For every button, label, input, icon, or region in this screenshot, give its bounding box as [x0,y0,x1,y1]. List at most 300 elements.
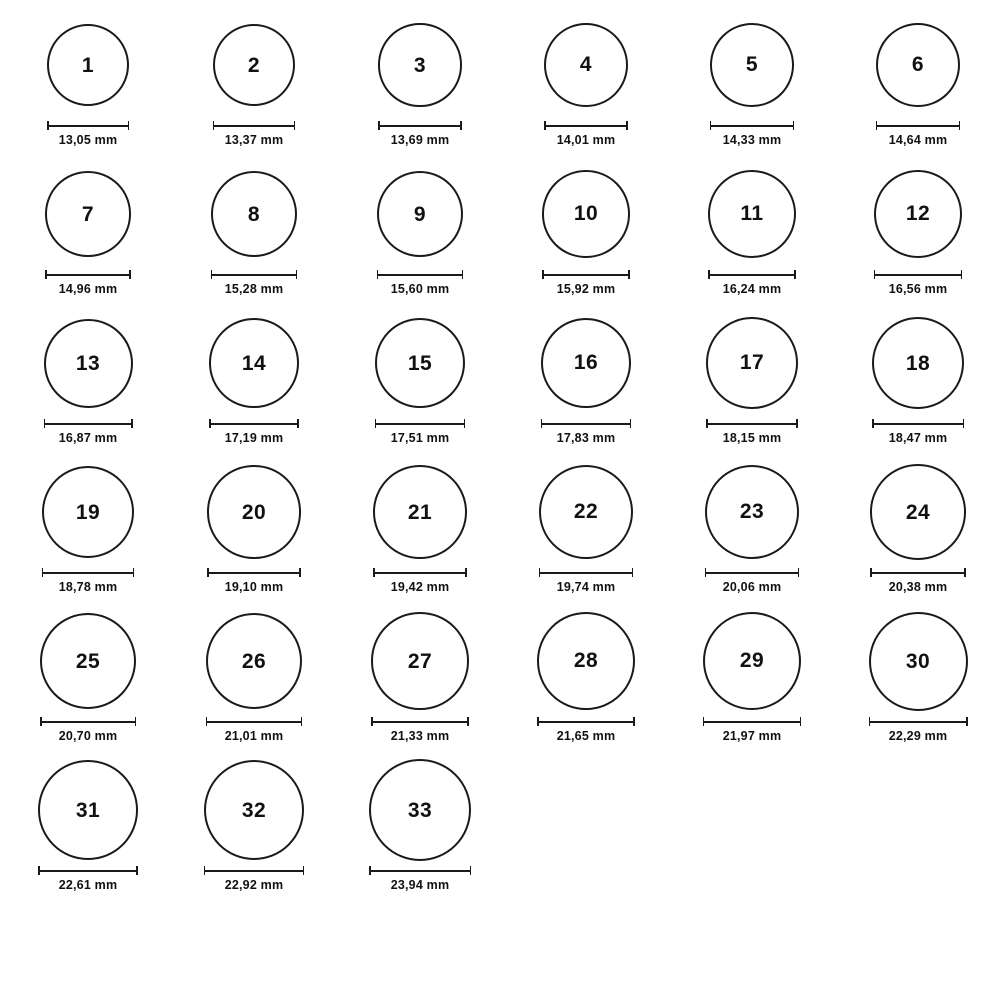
caliper-bar [373,572,467,574]
ring-size-cell [674,308,830,457]
caliper-tick-right [296,270,298,279]
ring-measure [872,419,964,445]
ring-size-cell [342,308,498,457]
caliper-bar [876,125,961,127]
ring-diameter-label: 20,38 mm [888,580,948,594]
ring-size-number: 6 [911,53,925,77]
ring-measure [703,717,801,743]
ring-circle [207,465,300,558]
ring-size-cell [10,606,166,755]
ring-size-cell [10,10,166,159]
caliper-tick-left [710,121,712,130]
ring-circle-wrap [176,606,332,716]
ring-circle-wrap [674,457,830,567]
ring-circle-wrap [674,308,830,418]
caliper-tick-left [373,568,375,577]
caliper-bar [47,125,129,127]
ring-diameter-label: 16,56 mm [888,282,948,296]
ring-diameter-label: 14,64 mm [888,133,948,147]
caliper-icon [47,121,129,130]
ring-circle [539,465,633,559]
ring-diameter-label: 19,74 mm [556,580,616,594]
ring-circle-wrap [342,755,498,865]
ring-size-number: 16 [573,351,599,375]
ring-diameter-label: 20,06 mm [722,580,782,594]
caliper-tick-right [800,717,802,726]
ring-size-number: 17 [739,351,765,375]
caliper-icon [544,121,628,130]
ring-diameter-label: 19,10 mm [224,580,284,594]
ring-size-cell [342,755,498,904]
caliper-tick-left [706,419,708,428]
caliper-tick-left [207,568,209,577]
caliper-bar [378,125,461,127]
ring-diameter-label: 22,92 mm [224,878,284,892]
caliper-icon [211,270,297,279]
caliper-tick-left [209,419,211,428]
ring-size-cell [508,308,664,457]
ring-diameter-label: 17,19 mm [224,431,284,445]
caliper-icon [206,717,303,726]
caliper-tick-left [542,270,544,279]
caliper-tick-left [204,866,206,875]
ring-circle-wrap [508,606,664,716]
ring-circle [870,464,966,560]
ring-measure [541,419,632,445]
ring-size-number: 14 [241,351,267,375]
ring-size-cell [674,10,830,159]
caliper-icon [874,270,962,279]
ring-circle [38,760,138,860]
ring-size-cell [508,159,664,308]
ring-diameter-label: 14,01 mm [556,133,616,147]
caliper-tick-right [793,121,795,130]
caliper-icon [541,419,632,428]
ring-circle [542,170,629,257]
caliper-icon [537,717,635,726]
ring-circle-wrap [508,308,664,418]
ring-measure [211,270,297,296]
caliper-bar [872,423,964,425]
caliper-bar [207,572,300,574]
caliper-tick-left [876,121,878,130]
ring-circle-wrap [840,308,996,418]
ring-measure [44,419,133,445]
caliper-tick-left [377,270,379,279]
ring-measure [209,419,299,445]
caliper-icon [204,866,304,875]
caliper-bar [45,274,131,276]
ring-circle-wrap [508,457,664,567]
ring-circle-wrap [342,10,498,120]
ring-diameter-label: 17,83 mm [556,431,616,445]
caliper-bar [42,572,135,574]
caliper-icon [542,270,629,279]
caliper-icon [872,419,964,428]
caliper-bar [708,274,796,276]
caliper-tick-right [294,121,296,130]
ring-circle-wrap [674,159,830,269]
caliper-tick-left [703,717,705,726]
ring-circle-wrap [10,308,166,418]
caliper-bar [539,572,633,574]
ring-diameter-label: 20,70 mm [58,729,118,743]
caliper-tick-left [872,419,874,428]
ring-size-number: 22 [573,500,599,524]
ring-measure [869,717,968,743]
caliper-tick-right [129,270,131,279]
caliper-icon [869,717,968,726]
ring-diameter-label: 15,28 mm [224,282,284,296]
ring-size-cell [176,159,332,308]
ring-circle [537,612,635,710]
caliper-bar [206,721,303,723]
caliper-bar [542,274,629,276]
caliper-icon [373,568,467,577]
caliper-tick-right [303,866,305,875]
ring-size-number: 4 [579,53,593,77]
ring-size-cell [840,457,996,606]
caliper-tick-right [460,121,462,130]
caliper-tick-left [213,121,215,130]
ring-circle [874,170,962,258]
ring-circle-wrap [674,10,830,120]
ring-diameter-label: 16,87 mm [58,431,118,445]
caliper-bar [375,423,465,425]
ring-size-number: 15 [407,351,433,375]
caliper-icon [371,717,468,726]
caliper-tick-left [544,121,546,130]
ring-size-number: 12 [905,202,931,226]
ring-circle [209,318,299,408]
ring-circle [708,170,796,258]
caliper-bar [213,125,296,127]
ring-measure [40,717,136,743]
ring-size-number: 8 [247,202,261,226]
ring-size-number: 18 [905,351,931,375]
caliper-bar [706,423,797,425]
ring-measure [706,419,797,445]
ring-circle-wrap [840,10,996,120]
ring-circle [206,613,303,710]
ring-size-cell [508,457,664,606]
ring-size-number: 25 [75,649,101,673]
ring-circle-wrap [342,606,498,716]
ring-circle-wrap [10,755,166,865]
ring-measure [870,568,966,594]
ring-circle-wrap [176,457,332,567]
ring-size-number: 13 [75,351,101,375]
ring-size-number: 2 [247,53,261,77]
caliper-icon [876,121,961,130]
caliper-icon [209,419,299,428]
caliper-icon [45,270,131,279]
ring-diameter-label: 21,33 mm [390,729,450,743]
caliper-bar [40,721,136,723]
ring-measure [38,866,138,892]
caliper-tick-right [798,568,800,577]
ring-size-cell [674,457,830,606]
caliper-bar [537,721,635,723]
caliper-icon [38,866,138,875]
ring-measure [369,866,471,892]
ring-circle-wrap [674,606,830,716]
ring-circle-wrap [840,606,996,716]
caliper-tick-right [961,270,963,279]
ring-measure [42,568,135,594]
ring-circle-wrap [840,457,996,567]
caliper-icon [42,568,135,577]
ring-circle [44,319,133,408]
caliper-tick-right [966,717,968,726]
caliper-tick-left [47,121,49,130]
ring-diameter-label: 14,33 mm [722,133,782,147]
ring-circle-wrap [342,457,498,567]
ring-diameter-label: 13,05 mm [58,133,118,147]
caliper-tick-left [38,866,40,875]
caliper-tick-right [128,121,130,130]
caliper-bar [211,274,297,276]
caliper-tick-left [537,717,539,726]
caliper-tick-right [633,717,635,726]
caliper-icon [706,419,797,428]
ring-size-number: 21 [407,500,433,524]
ring-size-cell [840,159,996,308]
caliper-tick-right [626,121,628,130]
caliper-tick-right [796,419,798,428]
ring-diameter-label: 15,60 mm [390,282,450,296]
caliper-tick-left [869,717,871,726]
caliper-bar [371,721,468,723]
ring-diameter-label: 18,78 mm [58,580,118,594]
ring-measure [375,419,465,445]
caliper-bar [541,423,632,425]
caliper-icon [539,568,633,577]
ring-size-cell [176,10,332,159]
ring-size-number: 28 [573,649,599,673]
caliper-bar [710,125,794,127]
ring-measure [710,121,794,147]
ring-size-number: 11 [740,202,764,226]
ring-circle [369,759,471,861]
caliper-icon [705,568,800,577]
ring-size-number: 32 [241,798,267,822]
caliper-icon [870,568,966,577]
ring-measure [708,270,796,296]
ring-diameter-label: 23,94 mm [390,878,450,892]
caliper-icon [213,121,296,130]
caliper-bar [705,572,800,574]
caliper-tick-left [211,270,213,279]
ring-circle [375,318,465,408]
ring-measure [371,717,468,743]
ring-measure [876,121,961,147]
ring-size-number: 7 [81,202,95,226]
ring-diameter-label: 13,69 mm [390,133,450,147]
ring-measure [537,717,635,743]
caliper-tick-right [297,419,299,428]
ring-diameter-label: 21,01 mm [224,729,284,743]
ring-diameter-label: 19,42 mm [390,580,450,594]
ring-diameter-label: 21,65 mm [556,729,616,743]
ring-size-cell [342,606,498,755]
caliper-tick-right [467,717,469,726]
caliper-icon [708,270,796,279]
ring-circle [703,612,801,710]
ring-circle-wrap [508,159,664,269]
caliper-tick-right [794,270,796,279]
ring-size-cell [342,457,498,606]
ring-size-number: 3 [413,53,427,77]
ring-size-cell [10,159,166,308]
ring-circle-wrap [840,159,996,269]
ring-diameter-label: 13,37 mm [224,133,284,147]
ring-circle-wrap [10,159,166,269]
caliper-bar [44,423,133,425]
caliper-bar [377,274,464,276]
caliper-bar [369,870,471,872]
ring-circle-wrap [508,10,664,120]
ring-measure [705,568,800,594]
ring-circle-wrap [342,159,498,269]
ring-circle [876,23,961,108]
ring-size-number: 27 [407,649,433,673]
caliper-tick-right [959,121,961,130]
ring-measure [207,568,300,594]
ring-size-cell [840,308,996,457]
ring-circle [544,23,628,107]
caliper-tick-left [541,419,543,428]
ring-size-number: 9 [413,202,427,226]
caliper-bar [874,274,962,276]
ring-size-cell [10,308,166,457]
ring-diameter-label: 18,15 mm [722,431,782,445]
caliper-tick-right [964,568,966,577]
ring-circle [872,317,964,409]
ring-size-cell [176,457,332,606]
ring-size-cell [342,10,498,159]
caliper-tick-right [628,270,630,279]
ring-measure [539,568,633,594]
caliper-tick-left [371,717,373,726]
caliper-tick-right [136,866,138,875]
ring-circle [47,24,129,106]
ring-circle [373,465,467,559]
ring-diameter-label: 22,61 mm [58,878,118,892]
ring-circle-wrap [176,159,332,269]
caliper-tick-left [42,568,44,577]
ring-measure [542,270,629,296]
caliper-tick-left [705,568,707,577]
caliper-icon [375,419,465,428]
ring-circle [213,24,296,107]
ring-size-cell [176,755,332,904]
caliper-bar [869,721,968,723]
caliper-bar [870,572,966,574]
ring-measure [377,270,464,296]
ring-size-number: 29 [739,649,765,673]
ring-size-cell [508,606,664,755]
ring-size-cell [674,159,830,308]
ring-measure [213,121,296,147]
caliper-tick-right [465,568,467,577]
ring-circle [706,317,797,408]
caliper-tick-right [299,568,301,577]
ring-circle-wrap [176,755,332,865]
ring-size-number: 19 [75,500,101,524]
ring-measure [378,121,461,147]
caliper-tick-left [874,270,876,279]
ring-diameter-label: 22,29 mm [888,729,948,743]
caliper-tick-left [378,121,380,130]
caliper-tick-left [44,419,46,428]
ring-size-number: 10 [573,202,599,226]
caliper-icon [40,717,136,726]
ring-size-number: 30 [905,649,931,673]
ring-diameter-label: 16,24 mm [722,282,782,296]
ring-circle [541,318,632,409]
caliper-bar [209,423,299,425]
caliper-tick-right [470,866,472,875]
caliper-tick-left [375,419,377,428]
ring-circle [42,466,135,559]
caliper-tick-left [870,568,872,577]
ring-measure [45,270,131,296]
caliper-bar [703,721,801,723]
ring-measure [373,568,467,594]
caliper-tick-right [301,717,303,726]
ring-size-number: 26 [241,649,267,673]
ring-size-number: 24 [905,500,931,524]
ring-diameter-label: 15,92 mm [556,282,616,296]
ring-measure [874,270,962,296]
ring-size-number: 31 [75,798,101,822]
ring-circle [45,171,131,257]
ring-circle-wrap [176,308,332,418]
caliper-bar [38,870,138,872]
ring-diameter-label: 17,51 mm [390,431,450,445]
caliper-tick-right [464,419,466,428]
caliper-tick-right [133,568,135,577]
ring-diameter-label: 18,47 mm [888,431,948,445]
ring-circle [204,760,304,860]
caliper-tick-left [45,270,47,279]
ring-size-number: 5 [745,53,759,77]
ring-size-number: 33 [407,798,433,822]
ring-circle-wrap [10,606,166,716]
ring-size-number: 23 [739,500,765,524]
caliper-icon [44,419,133,428]
caliper-tick-right [135,717,137,726]
ring-diameter-label: 21,97 mm [722,729,782,743]
ring-circle-wrap [176,10,332,120]
ring-circle [710,23,794,107]
ring-circle [869,612,968,711]
caliper-tick-right [963,419,965,428]
ring-measure [544,121,628,147]
caliper-tick-right [131,419,133,428]
caliper-tick-right [462,270,464,279]
ring-measure [206,717,303,743]
ring-size-cell [342,159,498,308]
ring-size-cell [176,606,332,755]
ring-measure [47,121,129,147]
ring-circle [371,612,468,709]
ring-circle-wrap [10,10,166,120]
ring-circle-wrap [342,308,498,418]
ring-size-cell [10,755,166,904]
ring-size-cell [10,457,166,606]
